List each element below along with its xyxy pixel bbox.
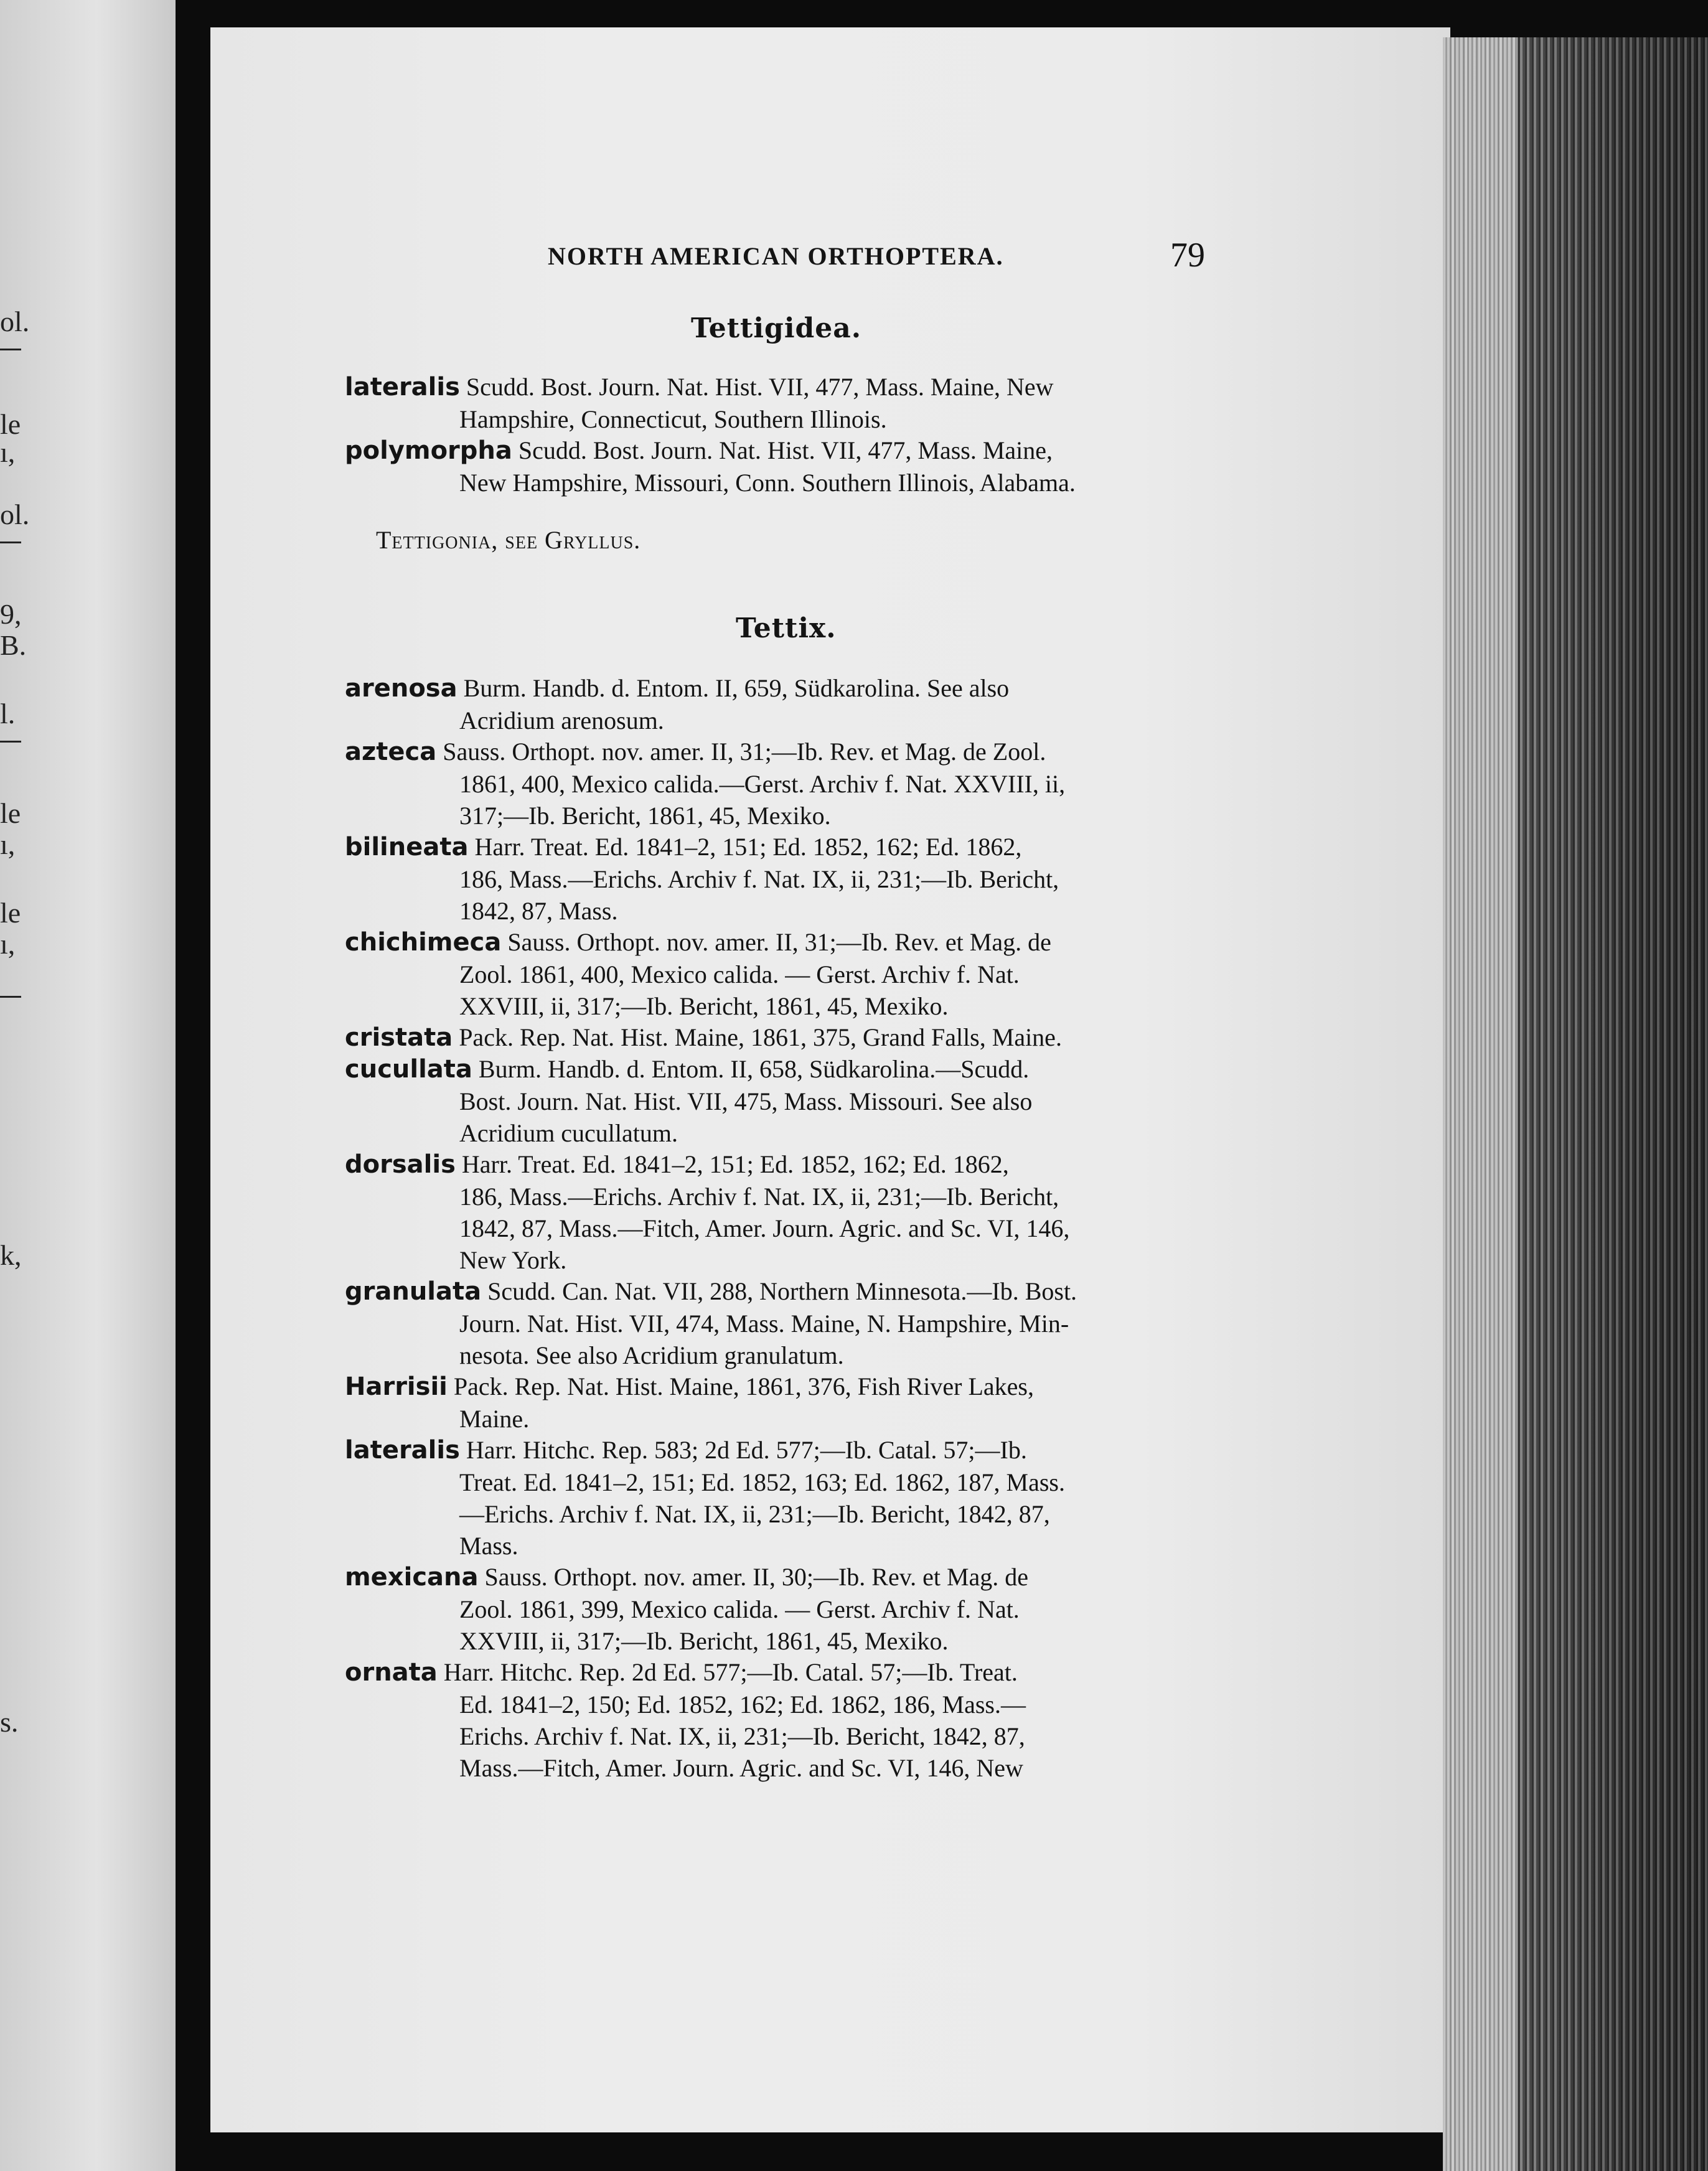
dictionary-entry <box>345 1021 1208 1054</box>
entry-term: dorsalis <box>345 1150 456 1179</box>
entry-text-line: 1842, 87, Mass.—Fitch, Amer. Journ. Agric. and Sc. VI, 146, <box>459 1214 1070 1242</box>
entry-text-line: 1861, 400, Mexico calida.—Gerst. Archiv f. Nat. XXVIII, ii, <box>459 770 1066 798</box>
entry-text-line: Ed. 1841–2, 150; Ed. 1852, 162; Ed. 1862, 186, Mass.— <box>459 1690 1026 1719</box>
entry-term: polymorpha <box>345 436 512 465</box>
facing-page-fragment: ı, <box>0 928 16 960</box>
entry-text-line: Sauss. Orthopt. nov. amer. II, 31;—Ib. Rev. et Mag. de <box>507 928 1051 956</box>
facing-page-rule <box>0 741 21 743</box>
entry-term: bilineata <box>345 833 469 861</box>
entry-text-line: nesota. See also Acridium granulatum. <box>459 1341 844 1369</box>
dictionary-entry <box>345 672 1208 736</box>
entry-text-line: 186, Mass.—Erichs. Archiv f. Nat. IX, ii, 231;—Ib. Bericht, <box>459 1183 1059 1211</box>
dictionary-entry <box>345 1561 1208 1657</box>
entry-text-line: XXVIII, ii, 317;—Ib. Bericht, 1861, 45, Mexiko. <box>459 992 949 1020</box>
entry-text-line: 1842, 87, Mass. <box>459 897 618 925</box>
running-header: NORTH AMERICAN ORTHOPTERA. <box>548 242 1004 270</box>
entry-text-line: Harr. Hitchc. Rep. 2d Ed. 577;—Ib. Catal. 57;—Ib. Treat. <box>443 1658 1018 1686</box>
entry-term: mexicana <box>345 1563 479 1592</box>
facing-page-fragment: le <box>0 408 21 440</box>
facing-page-fragment: k, <box>0 1239 22 1271</box>
page-block-edges-light <box>1443 37 1518 2171</box>
dictionary-entry <box>345 1053 1208 1149</box>
facing-page-fragment: l. <box>0 698 16 729</box>
entry-term: lateralis <box>345 373 460 401</box>
entry-text-line: Erichs. Archiv f. Nat. IX, ii, 231;—Ib. Bericht, 1842, 87, <box>459 1722 1025 1750</box>
entry-text-line: Scudd. Bost. Journ. Nat. Hist. VII, 477, Mass. Maine, <box>518 436 1053 464</box>
facing-page-fragment: le <box>0 797 21 829</box>
dictionary-entry <box>345 736 1208 832</box>
entry-text-line: New York. <box>459 1246 567 1274</box>
facing-page-fragment: le <box>0 897 21 929</box>
entry-text-line: —Erichs. Archiv f. Nat. IX, ii, 231;—Ib. Bericht, 1842, 87, <box>459 1500 1050 1528</box>
facing-page-fragment: ol. <box>0 499 30 530</box>
facing-page-fragment: ı, <box>0 436 16 468</box>
facing-page-rule <box>0 996 21 998</box>
entry-text-line: Harr. Treat. Ed. 1841–2, 151; Ed. 1852, 162; Ed. 1862, <box>461 1150 1009 1178</box>
entry-text-line: Maine. <box>459 1405 530 1433</box>
entry-text-line: Hampshire, Connecticut, Southern Illinois. <box>459 405 887 433</box>
entry-text-line: Burm. Handb. d. Entom. II, 658, Südkarolina.—Scudd. <box>478 1055 1030 1083</box>
entry-term: azteca <box>345 738 437 766</box>
dictionary-entry <box>345 1148 1208 1276</box>
entry-text-line: Zool. 1861, 399, Mexico calida. — Gerst. Archiv f. Nat. <box>459 1595 1020 1623</box>
entry-text-line: Treat. Ed. 1841–2, 151; Ed. 1852, 163; Ed. 1862, 187, Mass. <box>459 1468 1065 1496</box>
dictionary-entry <box>345 1371 1208 1435</box>
dictionary-entry <box>345 1434 1208 1562</box>
entry-text-line: Sauss. Orthopt. nov. amer. II, 30;—Ib. Rev. et Mag. de <box>484 1563 1029 1591</box>
facing-page-fragment: B. <box>0 629 27 661</box>
facing-page-rule <box>0 542 21 543</box>
page-number: 79 <box>1170 236 1205 274</box>
dictionary-entry <box>345 371 1208 435</box>
entry-text-line: 186, Mass.—Erichs. Archiv f. Nat. IX, ii, 231;—Ib. Bericht, <box>459 865 1059 893</box>
entry-text-line: Scudd. Can. Nat. VII, 288, Northern Minnesota.—Ib. Bost. <box>487 1277 1077 1305</box>
cross-reference: Tettigonia, see Gryllus. <box>376 526 641 554</box>
entry-text-line: XXVIII, ii, 317;—Ib. Bericht, 1861, 45, Mexiko. <box>459 1627 949 1655</box>
entry-text-line: Pack. Rep. Nat. Hist. Maine, 1861, 375, Grand Falls, Maine. <box>459 1023 1062 1051</box>
entry-text-line: 317;—Ib. Bericht, 1861, 45, Mexiko. <box>459 802 831 830</box>
facing-page-fragment: s. <box>0 1706 19 1738</box>
entry-term: chichimeca <box>345 928 502 957</box>
entry-text-line: Scudd. Bost. Journ. Nat. Hist. VII, 477, Mass. Maine, New <box>466 373 1054 401</box>
entry-text-line: Harr. Treat. Ed. 1841–2, 151; Ed. 1852, 162; Ed. 1862, <box>474 833 1022 861</box>
entry-text-line: Zool. 1861, 400, Mexico calida. — Gerst. Archiv f. Nat. <box>459 960 1020 988</box>
entry-text-line: Bost. Journ. Nat. Hist. VII, 475, Mass. Missouri. See also <box>459 1087 1033 1115</box>
entry-text-line: Burm. Handb. d. Entom. II, 659, Südkarolina. See also <box>463 674 1010 702</box>
entry-term: cucullata <box>345 1055 472 1084</box>
entry-text-line: Mass.—Fitch, Amer. Journ. Agric. and Sc. VI, 146, New <box>459 1754 1023 1782</box>
entry-text-line: Pack. Rep. Nat. Hist. Maine, 1861, 376, Fish River Lakes, <box>453 1372 1034 1400</box>
facing-page-fragment: 9, <box>0 598 22 630</box>
facing-page-fragment: ı, <box>0 828 16 860</box>
entry-term: Harrisii <box>345 1372 448 1401</box>
entry-text-line: Mass. <box>459 1532 518 1560</box>
section-title-tettigidea: Tettigidea. <box>691 312 862 344</box>
entry-term: cristata <box>345 1023 453 1052</box>
dictionary-entry <box>345 926 1208 1022</box>
entry-text-line: Sauss. Orthopt. nov. amer. II, 31;—Ib. Rev. et Mag. de Zool. <box>443 738 1046 766</box>
facing-page-fragment: ol. <box>0 306 30 337</box>
entry-text-line: Acridium cucullatum. <box>459 1119 678 1147</box>
entry-term: arenosa <box>345 674 458 703</box>
entry-term: granulata <box>345 1277 482 1306</box>
entry-text-line: Harr. Hitchc. Rep. 583; 2d Ed. 577;—Ib. Catal. 57;—Ib. <box>466 1436 1027 1464</box>
dictionary-entry <box>345 1275 1208 1371</box>
entry-text-line: New Hampshire, Missouri, Conn. Southern Illinois, Alabama. <box>459 469 1076 497</box>
section-title-tettix: Tettix. <box>736 612 837 644</box>
entry-term: lateralis <box>345 1436 460 1465</box>
entry-text-line: Journ. Nat. Hist. VII, 474, Mass. Maine, N. Hampshire, Min- <box>459 1310 1069 1338</box>
dictionary-entry <box>345 1656 1208 1784</box>
entry-text-line: Acridium arenosum. <box>459 706 664 734</box>
entry-term: ornata <box>345 1658 438 1687</box>
dictionary-entry <box>345 434 1208 499</box>
facing-page-rule <box>0 349 21 350</box>
dictionary-entry <box>345 831 1208 927</box>
